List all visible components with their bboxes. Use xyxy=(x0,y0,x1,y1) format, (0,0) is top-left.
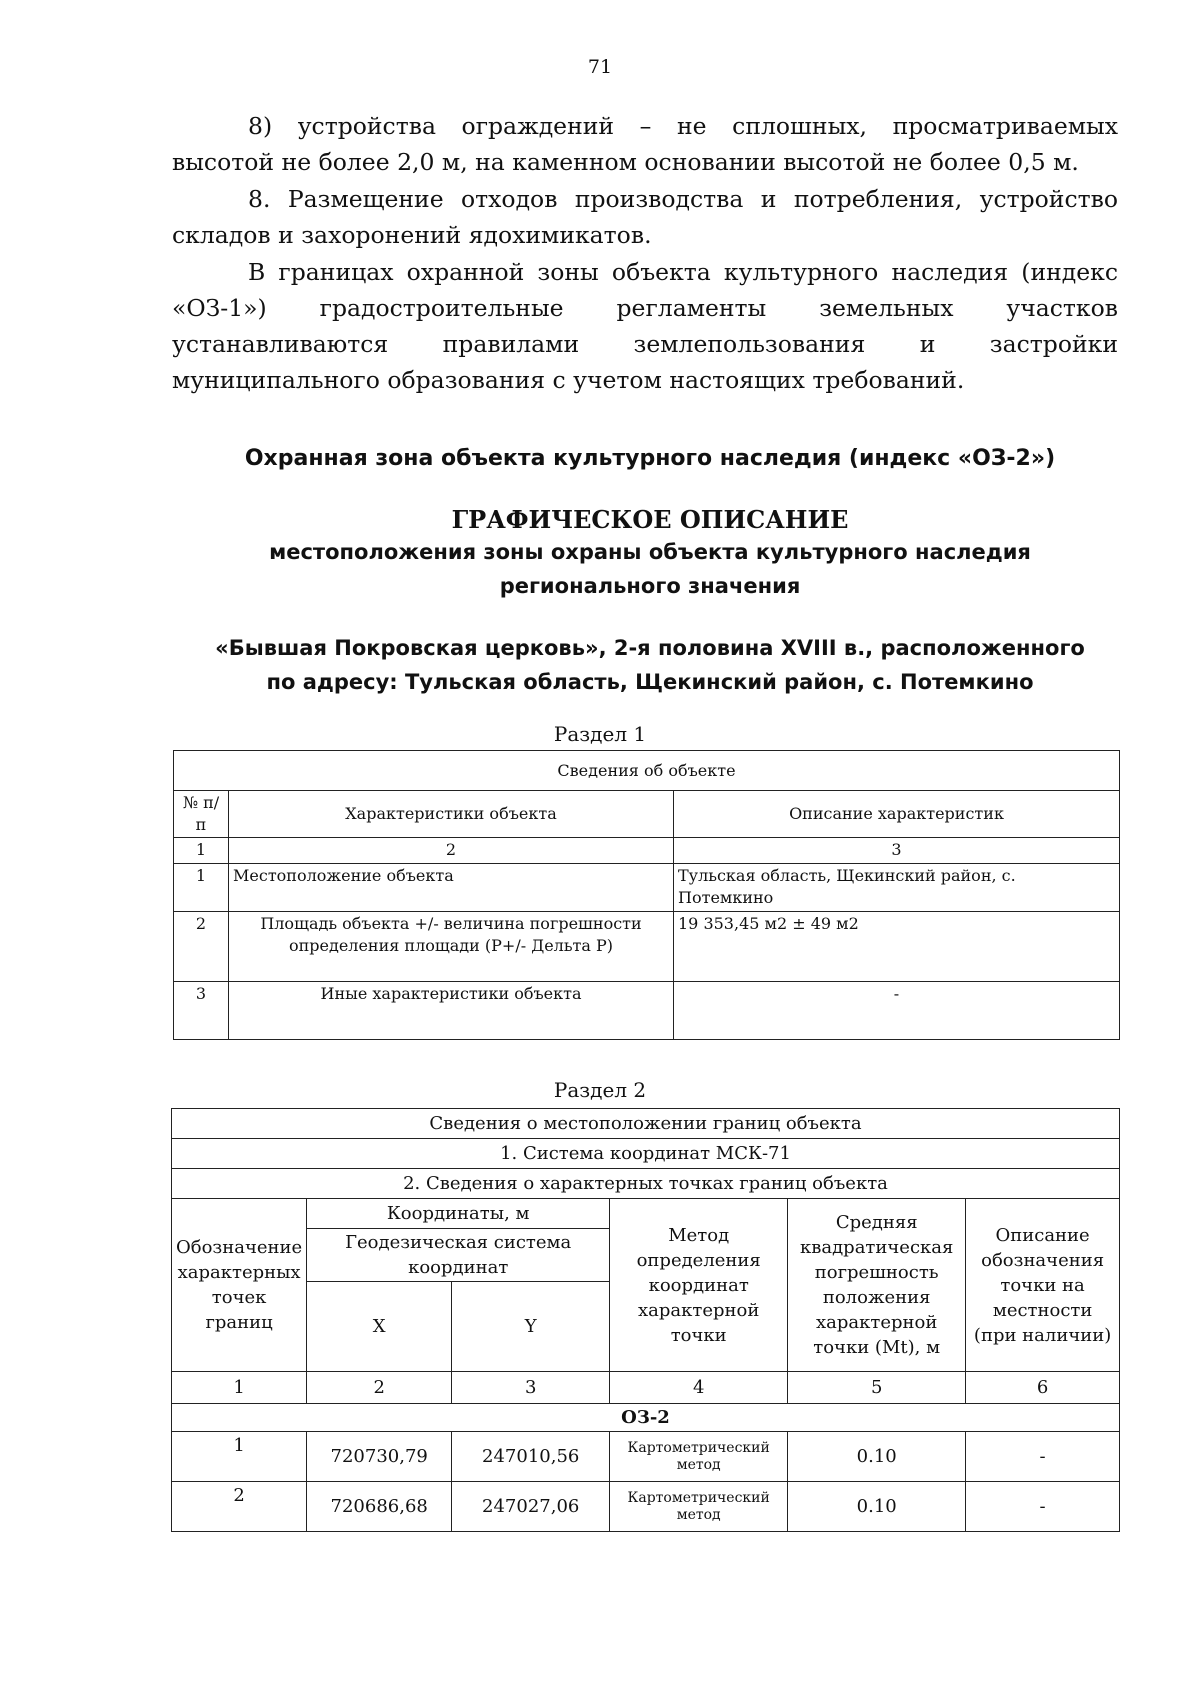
section-2-caption: Раздел 2 xyxy=(553,1078,647,1102)
column-coordinates-header: Координаты, м xyxy=(307,1199,610,1229)
row-description: Тульская область, Щекинский район, с. Потемкино xyxy=(674,864,1120,912)
column-y-header: Y xyxy=(452,1282,610,1372)
table-row xyxy=(174,912,1120,982)
row-description: - xyxy=(674,982,1120,1040)
table-row xyxy=(174,864,1120,912)
row-number: 3 xyxy=(174,982,229,1040)
document-subtitle-1: местоположения зоны охраны объекта культурного наследия xyxy=(269,540,1031,564)
point-error: 0.10 xyxy=(788,1482,966,1532)
page-number: 71 xyxy=(587,56,613,78)
column-point-description-header: Описание обозначения точки на местности (при наличии) xyxy=(966,1199,1120,1372)
paragraph-fences: 8) устройства ограждений – не сплошных, просматриваемых высотой не более 2,0 м, на каменном основании высотой не более 0,5 м. xyxy=(172,112,1118,176)
table-row xyxy=(174,982,1120,1040)
object-name-2: по адресу: Тульская область, Щекинский район, с. Потемкино xyxy=(266,670,1034,694)
column-index: 3 xyxy=(674,838,1120,864)
column-method-header: Метод определения координат характерной точки xyxy=(610,1199,788,1372)
column-index: 3 xyxy=(452,1372,610,1404)
paragraph-waste: 8. Размещение отходов производства и потребления, устройство складов и захоронений ядохимикатов. xyxy=(172,185,1118,249)
column-characteristics-header: Характеристики объекта xyxy=(229,791,674,838)
document-subtitle-2: регионального значения xyxy=(499,574,801,598)
row-characteristic: Местоположение объекта xyxy=(229,864,674,912)
row-characteristic: Площадь объекта +/- величина погрешности определения площади (Р+/- Дельта Р) xyxy=(229,912,674,982)
point-description: - xyxy=(966,1482,1120,1532)
column-description-header: Описание характеристик xyxy=(674,791,1120,838)
zone-heading: Охранная зона объекта культурного наследия (индекс «ОЗ-2») xyxy=(244,446,1056,471)
column-index: 2 xyxy=(307,1372,452,1404)
section-1-header: Сведения об объекте xyxy=(174,751,1120,791)
point-id: 1 xyxy=(172,1432,307,1482)
coordinate-system: 1. Система координат МСК-71 xyxy=(172,1139,1120,1169)
point-y: 247027,06 xyxy=(452,1482,610,1532)
point-method: Картометрический метод xyxy=(610,1432,788,1482)
column-index: 1 xyxy=(172,1372,307,1404)
point-x: 720686,68 xyxy=(307,1482,452,1532)
table-row xyxy=(172,1432,1120,1482)
column-number-header: № п/п xyxy=(174,791,229,838)
column-error-header: Средняя квадратическая погрешность положения характерной точки (Mt), м xyxy=(788,1199,966,1372)
section-2-header: Сведения о местоположении границ объекта xyxy=(172,1109,1120,1139)
zone-label: ОЗ-2 xyxy=(172,1404,1120,1432)
row-description: 19 353,45 м2 ± 49 м2 xyxy=(674,912,1120,982)
point-description: - xyxy=(966,1432,1120,1482)
table-row xyxy=(172,1482,1120,1532)
section-1-caption: Раздел 1 xyxy=(553,722,647,746)
point-x: 720730,79 xyxy=(307,1432,452,1482)
object-name-1: «Бывшая Покровская церковь», 2-я половина XVIII в., расположенного xyxy=(215,636,1085,660)
point-id: 2 xyxy=(172,1482,307,1532)
column-x-header: X xyxy=(307,1282,452,1372)
column-index: 5 xyxy=(788,1372,966,1404)
section-1-table xyxy=(173,750,1120,1040)
row-characteristic: Иные характеристики объекта xyxy=(229,982,674,1040)
column-index: 1 xyxy=(174,838,229,864)
point-error: 0.10 xyxy=(788,1432,966,1482)
row-number: 2 xyxy=(174,912,229,982)
column-index: 2 xyxy=(229,838,674,864)
point-y: 247010,56 xyxy=(452,1432,610,1482)
points-info-title: 2. Сведения о характерных точках границ объекта xyxy=(172,1169,1120,1199)
paragraph-regulations: В границах охранной зоны объекта культурного наследия (индекс «ОЗ-1») градостроительные регламенты земельных участков устанавливаются правилами землепользования и застройки муниципального образования с учетом настоящих требований. xyxy=(172,258,1118,394)
column-index: 4 xyxy=(610,1372,788,1404)
document-title: ГРАФИЧЕСКОЕ ОПИСАНИЕ xyxy=(451,505,849,534)
row-number: 1 xyxy=(174,864,229,912)
section-2-table xyxy=(171,1108,1120,1532)
point-method: Картометрический метод xyxy=(610,1482,788,1532)
column-point-header: Обозначение характерных точек границ xyxy=(172,1199,307,1372)
column-geodetic-header: Геодезическая система координат xyxy=(307,1229,610,1282)
column-index: 6 xyxy=(966,1372,1120,1404)
